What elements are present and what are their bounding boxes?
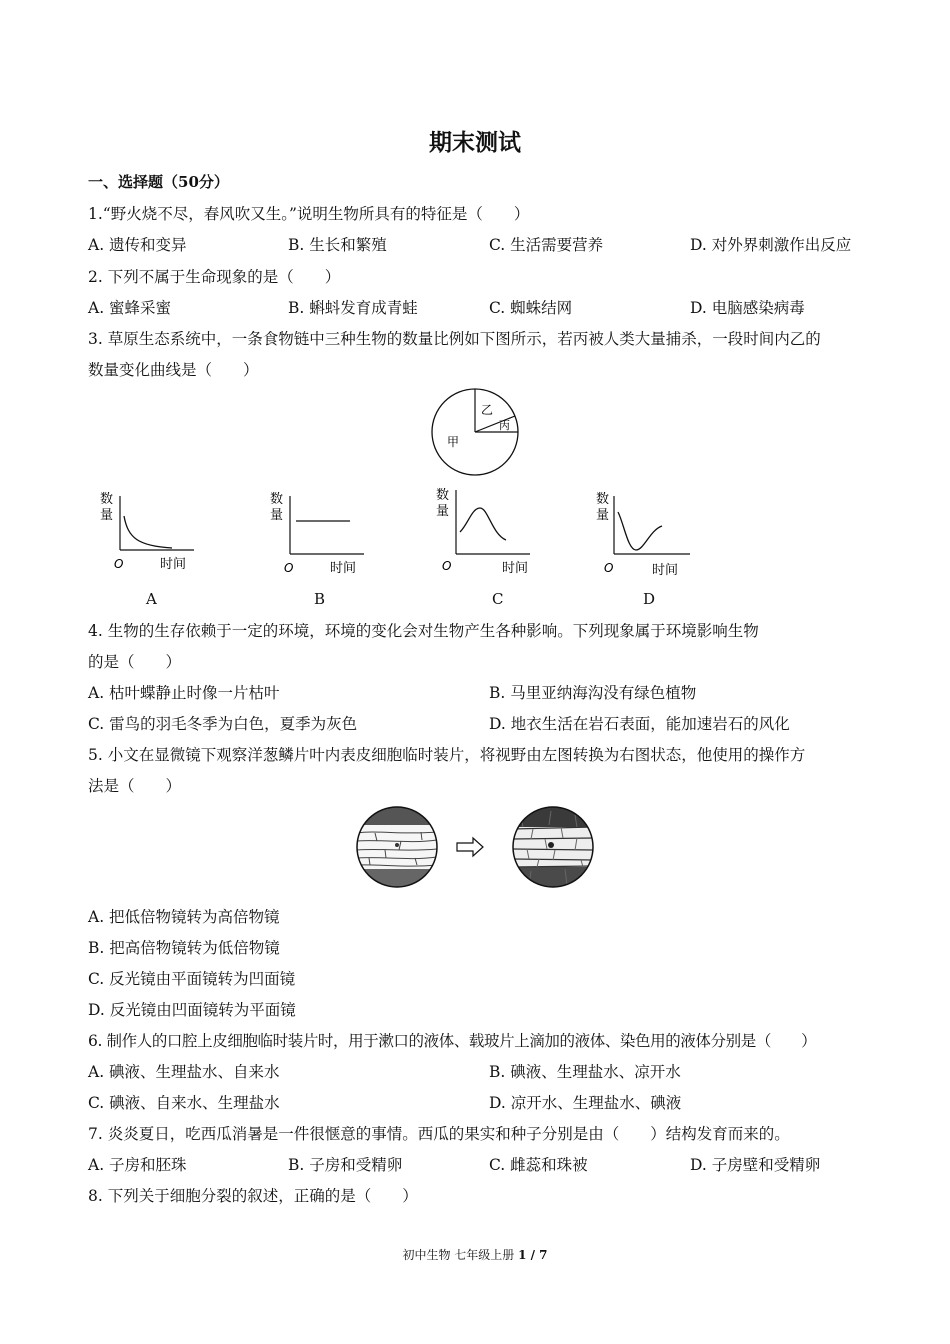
q7-option-d: D. 子房壁和受精卵 xyxy=(690,1156,821,1174)
graph-label-d: D xyxy=(643,590,656,608)
footer-text: 初中生物 七年级上册 xyxy=(402,1248,519,1262)
svg-text:数: 数 xyxy=(100,492,114,507)
q2-option-c: C. 蜘蛛结网 xyxy=(489,299,573,317)
q5-option-b: B. 把高倍物镜转为低倍物镜 xyxy=(88,939,280,957)
page-title: 期末测试 xyxy=(429,129,521,156)
svg-text:量: 量 xyxy=(270,508,284,523)
graph-b xyxy=(268,488,368,576)
q4-option-c: C. 雷鸟的羽毛冬季为白色，夏季为灰色 xyxy=(88,715,358,733)
q2-option-a: A. 蜜蜂采蜜 xyxy=(88,299,172,317)
pie-label-yi: 乙 xyxy=(481,403,494,417)
page-number: 1 / 7 xyxy=(518,1248,548,1262)
right-arrow-icon xyxy=(457,838,483,856)
svg-text:数: 数 xyxy=(436,488,450,503)
question-7-stem: 7. 炎炎夏日，吃西瓜消暑是一件很惬意的事情。西瓜的果实和种子分别是由（ ）结构发育而来的。 xyxy=(88,1125,790,1143)
svg-text:O: O xyxy=(114,557,124,571)
question-2-stem: 2. 下列不属于生命现象的是（ ） xyxy=(88,268,341,286)
q6-option-b: B. 碘液、生理盐水、凉开水 xyxy=(489,1063,681,1081)
graph-a xyxy=(98,488,198,576)
svg-text:量: 量 xyxy=(100,508,114,523)
graph-label-c: C xyxy=(492,590,504,608)
svg-text:数: 数 xyxy=(596,492,610,507)
question-4-stem-line2: 的是（ ） xyxy=(88,653,182,671)
question-3-stem-line1: 3. 草原生态系统中，一条食物链中三种生物的数量比例如下图所示，若丙被人类大量捕杀，一段时间内乙的 xyxy=(88,330,821,348)
svg-text:O: O xyxy=(604,561,614,575)
question-4-stem-line1: 4. 生物的生存依赖于一定的环境，环境的变化会对生物产生各种影响。下列现象属于环境影响生物 xyxy=(88,622,759,640)
q4-option-d: D. 地衣生活在岩石表面，能加速岩石的风化 xyxy=(489,715,790,733)
q2-option-d: D. 电脑感染病毒 xyxy=(690,299,805,317)
question-5-stem-line2: 法是（ ） xyxy=(88,777,182,795)
q6-option-c: C. 碘液、自来水、生理盐水 xyxy=(88,1094,280,1112)
question-8-stem: 8. 下列关于细胞分裂的叙述，正确的是（ ） xyxy=(88,1187,418,1205)
q7-option-a: A. 子房和胚珠 xyxy=(88,1156,187,1174)
question-3-stem-line2: 数量变化曲线是（ ） xyxy=(88,361,259,379)
q1-option-c: C. 生活需要营养 xyxy=(489,236,604,254)
q2-option-b: B. 蝌蚪发育成青蛙 xyxy=(288,299,418,317)
graph-label-a: A xyxy=(146,590,157,608)
q5-option-a: A. 把低倍物镜转为高倍物镜 xyxy=(88,908,280,926)
svg-text:数: 数 xyxy=(270,492,284,507)
graph-c xyxy=(434,484,534,576)
graph-d xyxy=(594,488,694,576)
svg-text:量: 量 xyxy=(436,504,450,519)
svg-text:时间: 时间 xyxy=(160,557,187,572)
low-power-field xyxy=(355,805,439,889)
svg-text:时间: 时间 xyxy=(652,563,679,576)
q5-option-d: D. 反光镜由凹面镜转为平面镜 xyxy=(88,1001,296,1019)
page-footer xyxy=(0,1246,950,1263)
svg-text:时间: 时间 xyxy=(502,561,529,576)
svg-text:O: O xyxy=(284,561,294,575)
q4-option-a: A. 枯叶蝶静止时像一片枯叶 xyxy=(88,684,280,702)
q5-option-c: C. 反光镜由平面镜转为凹面镜 xyxy=(88,970,296,988)
question-5-stem-line1: 5. 小文在显微镜下观察洋葱鳞片叶内表皮细胞临时装片，将视野由左图转换为右图状态，他使用的操作方 xyxy=(88,746,806,764)
q6-option-a: A. 碘液、生理盐水、自来水 xyxy=(88,1063,280,1081)
graph-label-b: B xyxy=(314,590,326,608)
q4-option-b: B. 马里亚纳海沟没有绿色植物 xyxy=(489,684,697,702)
q1-option-b: B. 生长和繁殖 xyxy=(288,236,387,254)
q7-option-c: C. 雌蕊和珠被 xyxy=(489,1156,588,1174)
microscope-fields-figure xyxy=(355,805,595,890)
pie-label-bing: 丙 xyxy=(499,419,510,432)
svg-text:时间: 时间 xyxy=(330,561,357,576)
q7-option-b: B. 子房和受精卵 xyxy=(288,1156,403,1174)
svg-text:量: 量 xyxy=(596,508,610,523)
pie-label-jia: 甲 xyxy=(447,435,460,449)
population-pie-chart xyxy=(425,388,525,478)
high-power-field xyxy=(511,805,595,889)
q1-option-d: D. 对外界刺激作出反应 xyxy=(690,236,852,254)
question-6-stem: 6. 制作人的口腔上皮细胞临时装片时，用于漱口的液体、载玻片上滴加的液体、染色用的液体分别是（ ） xyxy=(88,1032,817,1050)
question-1-stem: 1.“野火烧不尽，春风吹又生。”说明生物所具有的特征是（ ） xyxy=(88,205,530,223)
q6-option-d: D. 凉开水、生理盐水、碘液 xyxy=(489,1094,682,1112)
svg-text:O: O xyxy=(442,559,452,573)
section-heading: 一、选择题（50分） xyxy=(88,173,229,191)
q1-option-a: A. 遗传和变异 xyxy=(88,236,187,254)
